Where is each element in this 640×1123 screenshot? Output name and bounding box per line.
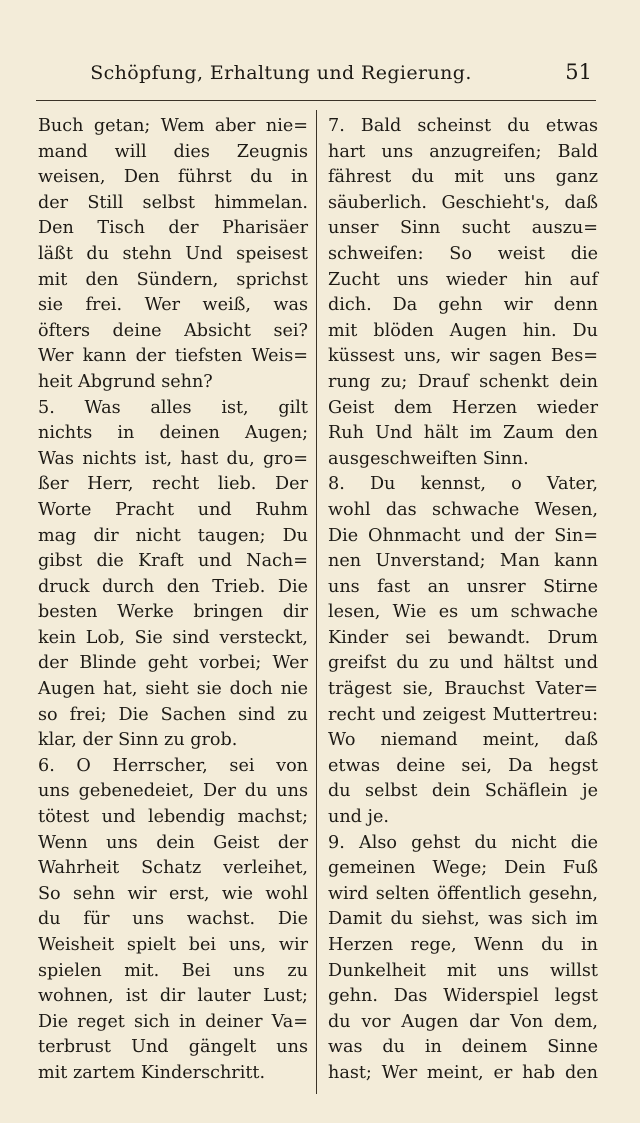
header-rule — [36, 100, 596, 101]
text-line: dich. Da gehn wir denn — [328, 295, 598, 316]
text-line: Wahrheit Schatz verleihet, — [38, 858, 308, 879]
text-line: 5. Was alles ist, gilt — [38, 397, 308, 418]
text-line: weisen, Den führst du in — [38, 167, 308, 188]
text-line: Herzen rege, Wenn du in — [328, 935, 598, 955]
text-line: mit blöden Augen hin. Du — [328, 320, 598, 341]
text-line: gibst die Kraft und Nach= — [38, 551, 308, 572]
text-line: 8. Du kennst, o Vater, — [328, 474, 598, 495]
page-header — [36, 62, 596, 92]
text-line: Wo niemand meint, daß — [328, 730, 598, 751]
text-line: mit den Sündern, sprichst — [38, 269, 308, 290]
text-line: nichts in deinen Augen; — [38, 423, 308, 444]
text-line: uns gebenedeiet, Der du uns — [38, 781, 308, 802]
text-line: lesen, Wie es um schwache — [328, 602, 598, 623]
text-line: 6. O Herrscher, sei von — [38, 755, 308, 776]
text-line: küssest uns, wir sagen Bes= — [328, 346, 598, 367]
text-line: öfters deine Absicht sei? — [38, 320, 308, 341]
text-line: druck durch den Trieb. Die — [38, 576, 308, 597]
text-line: mag dir nicht taugen; Du — [38, 525, 308, 546]
text-line: fährest du mit uns ganz — [328, 167, 598, 188]
text-line: Ruh Und hält im Zaum den — [328, 423, 598, 444]
text-line: gemeinen Wege; Dein Fuß — [328, 858, 598, 879]
text-line: unser Sinn sucht auszu= — [328, 218, 598, 239]
text-line: Augen hat, sieht sie doch nie — [38, 679, 308, 700]
text-line: So sehn wir erst, wie wohl — [38, 883, 308, 904]
text-line: Den Tisch der Pharisäer — [38, 218, 308, 239]
text-line: hart uns anzugreifen; Bald — [328, 141, 598, 162]
right-column — [328, 114, 598, 1087]
text-line: säuberlich. Geschieht's, daß — [328, 192, 598, 213]
text-line: hast; Wer meint, er hab den — [328, 1062, 598, 1083]
left-column — [38, 114, 308, 1087]
text-line: wohl das schwache Wesen, — [328, 499, 598, 520]
text-line: 9. Also gehst du nicht die — [328, 832, 598, 853]
text-line: kein Lob, Sie sind versteckt, — [38, 627, 308, 648]
text-line: mand will dies Zeugnis — [38, 141, 308, 162]
text-line: so frei; Die Sachen sind zu — [38, 704, 308, 725]
text-line: Die reget sich in deiner Va= — [38, 1011, 308, 1032]
text-line: etwas deine sei, Da hegst — [328, 755, 598, 776]
text-line: terbrust Und gängelt uns — [38, 1037, 308, 1058]
text-line: spielen mit. Bei uns zu — [38, 960, 308, 981]
text-line: Wer kann der tiefsten Weis= — [38, 346, 308, 367]
column-divider — [316, 110, 317, 1094]
text-line: ßer Herr, recht lieb. Der — [38, 474, 308, 495]
text-line: Die Ohnmacht und der Sin= — [328, 525, 598, 546]
text-line: der Blinde geht vorbei; Wer — [38, 653, 308, 674]
text-line: klar, der Sinn zu grob. — [38, 730, 238, 751]
text-line: Damit du siehst, was sich im — [328, 909, 598, 930]
text-line: schweifen: So weist die — [328, 243, 598, 264]
text-line: Geist dem Herzen wieder — [328, 397, 598, 418]
text-line: Weisheit spielt bei uns, wir — [38, 935, 308, 955]
text-line: 7. Bald scheinst du etwas — [328, 116, 598, 136]
text-line: du vor Augen dar Von dem, — [328, 1011, 598, 1032]
text-line: besten Werke bringen dir — [38, 602, 308, 623]
text-line: greifst du zu und hältst und — [328, 653, 598, 674]
text-line: was du in deinem Sinne — [328, 1037, 598, 1058]
text-line: du selbst dein Schäflein je — [328, 781, 598, 802]
page-number: 51 — [565, 60, 592, 84]
text-line: sie frei. Wer weiß, was — [38, 295, 308, 316]
text-line: Worte Pracht und Ruhm — [38, 499, 308, 520]
text-line: Kinder sei bewandt. Drum — [328, 627, 598, 648]
text-line: uns fast an unsrer Stirne — [328, 576, 598, 597]
text-line: tötest und lebendig machst; — [38, 807, 308, 828]
text-line: Wenn uns dein Geist der — [38, 832, 308, 853]
text-line: wohnen, ist dir lauter Lust; — [38, 986, 308, 1007]
text-line: Buch getan; Wem aber nie= — [38, 116, 308, 136]
text-line: wird selten öffentlich gesehn, — [328, 883, 598, 904]
text-line: trägest sie, Brauchst Vater= — [328, 679, 598, 700]
text-line: Dunkelheit mit uns willst — [328, 960, 598, 981]
text-line: Was nichts ist, hast du, gro= — [38, 448, 308, 469]
text-line: gehn. Das Widerspiel legst — [328, 986, 598, 1007]
text-line: ausgeschweiften Sinn. — [328, 448, 529, 469]
text-line: der Still selbst himmelan. — [38, 192, 308, 213]
text-line: und je. — [328, 807, 389, 828]
text-line: läßt du stehn Und speisest — [38, 243, 308, 264]
text-line: recht und zeigest Muttertreu: — [328, 704, 598, 725]
text-line: Zucht uns wieder hin auf — [328, 269, 598, 290]
text-line: heit Abgrund sehn? — [38, 371, 213, 392]
text-line: mit zartem Kinderschritt. — [38, 1062, 266, 1083]
text-line: nen Unverstand; Man kann — [328, 551, 598, 572]
text-line: du für uns wachst. Die — [38, 909, 308, 930]
text-line: rung zu; Drauf schenkt dein — [328, 371, 598, 392]
running-title: Schöpfung, Erhaltung und Regierung. — [90, 62, 472, 84]
